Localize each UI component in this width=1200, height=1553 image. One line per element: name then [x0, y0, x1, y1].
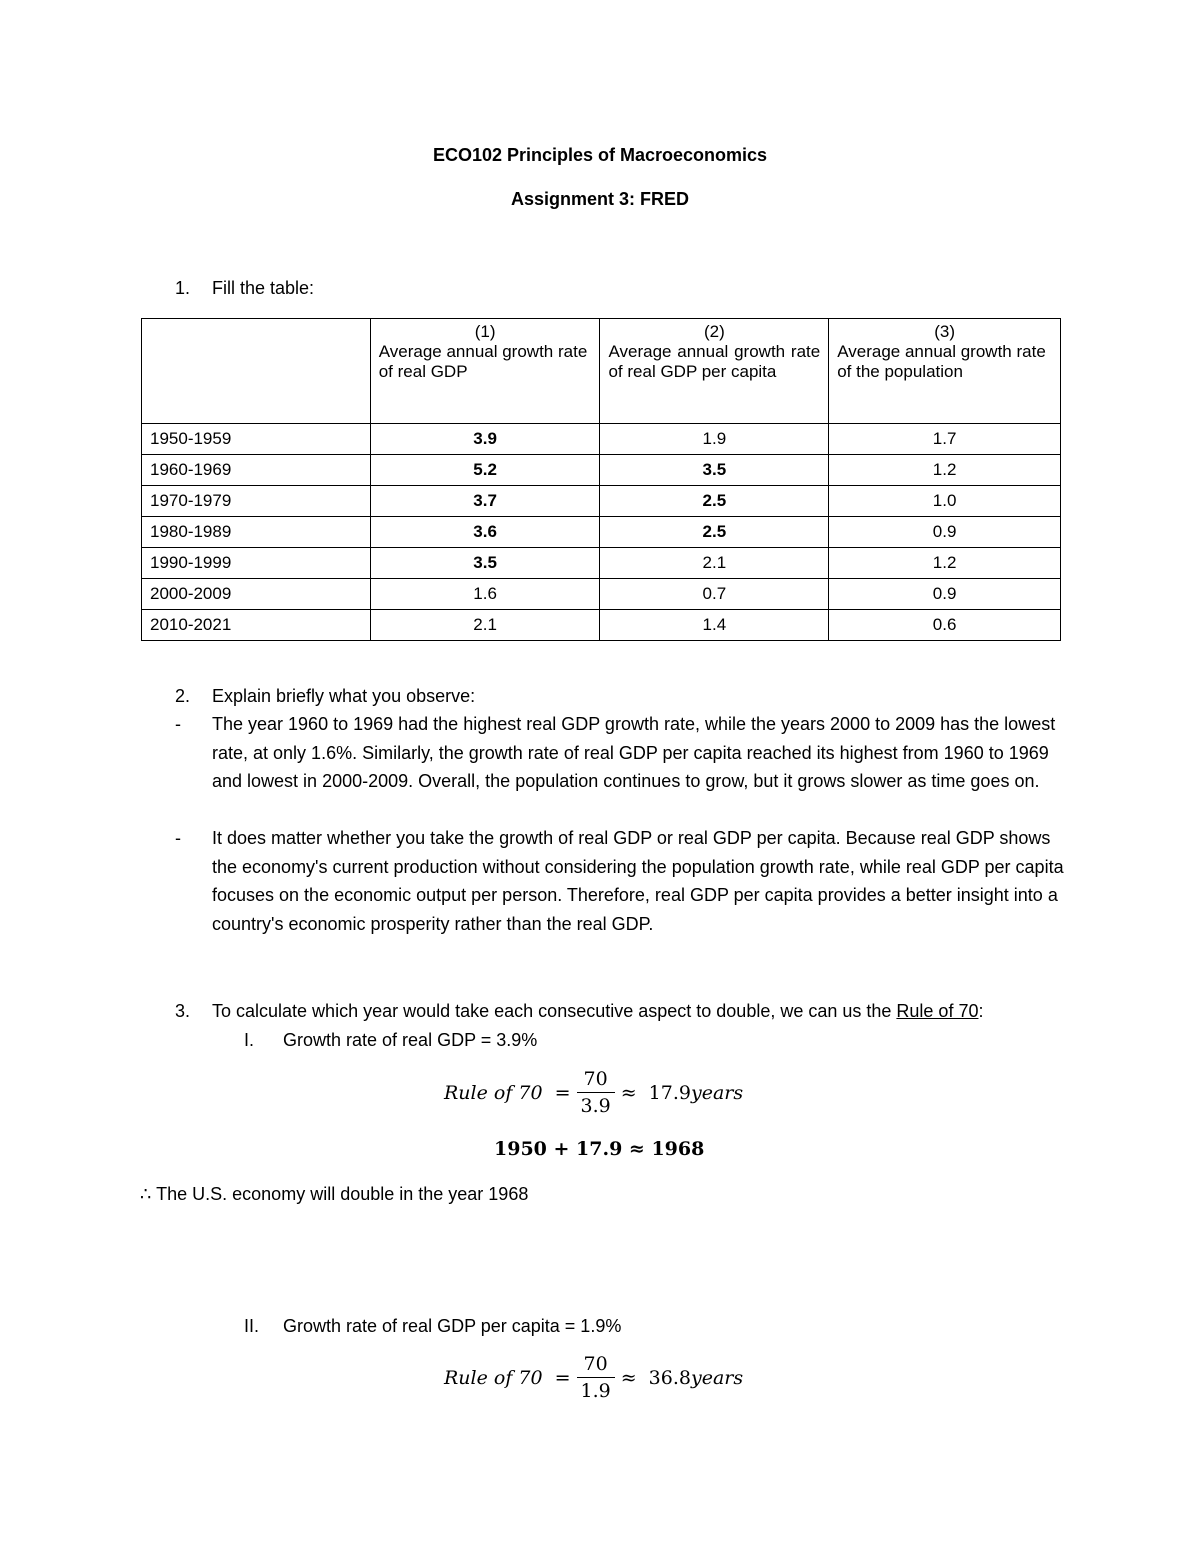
- table-row: [142, 424, 1061, 455]
- table-row: [142, 455, 1061, 486]
- year-equation: 1950 + 17.9 ≈ 1968: [494, 1138, 705, 1160]
- gdp-cell: 3.7: [370, 486, 600, 517]
- equation-lhs: Rule of 70: [444, 1081, 543, 1104]
- bullet-marker: -: [175, 714, 181, 734]
- question-3-text: [212, 1001, 983, 1022]
- observation-paragraph-1: The year 1960 to 1969 had the highest real GDP growth rate, while the years 2000 to 2009 has the lowest rate, at only 1.6%. Similarly, the growth rate of real GDP per capita reached its highest from 1960 to 1969 and lowest in 2000-2009. Overall, the population continues to grow, but it grows slower as time goes on.: [212, 714, 1056, 791]
- population-cell: 0.6: [829, 610, 1061, 641]
- question-1-number: 1.: [175, 278, 191, 298]
- question-3-text-before: To calculate which year would take each consecutive aspect to double, we can us the: [212, 1001, 897, 1021]
- population-cell: 0.9: [829, 579, 1061, 610]
- table-row: [142, 517, 1061, 548]
- population-cell: 1.2: [829, 455, 1061, 486]
- question-3-text-after: :: [978, 1001, 984, 1021]
- gdp-cell: 2.1: [370, 610, 600, 641]
- approx-symbol: ≈: [620, 1366, 637, 1389]
- table-row: [142, 486, 1061, 517]
- equation-result-unit: years: [690, 1366, 744, 1389]
- question-3-number: 3.: [175, 1001, 191, 1021]
- gdp-cell: 3.9: [370, 424, 600, 455]
- fraction-numerator: 70: [583, 1353, 608, 1375]
- part-1-text: Growth rate of real GDP = 3.9%: [283, 1030, 538, 1050]
- header-empty-cell: [142, 319, 371, 424]
- population-cell: 0.9: [829, 517, 1061, 548]
- observation-paragraph-2: It does matter whether you take the growth of real GDP or real GDP per capita. Because real GDP shows the economy's current production without considering the population growth rate, while real GDP per capita focuses on the economic output per person. Therefore, real GDP per capita provides a better insight into a country's economic prosperity rather than the real GDP.: [212, 828, 1064, 934]
- question-2-number: 2.: [175, 686, 191, 706]
- header-col-3-label: Average annual growth rate of the population: [837, 342, 1046, 381]
- fraction-denominator: 3.9: [577, 1092, 615, 1117]
- period-cell: 1970-1979: [142, 486, 371, 517]
- equation-equals: =: [554, 1081, 571, 1104]
- part-1-roman: I.: [244, 1030, 255, 1050]
- question-2-text: Explain briefly what you observe:: [212, 686, 476, 706]
- period-cell: 1980-1989: [142, 517, 371, 548]
- period-cell: 1950-1959: [142, 424, 371, 455]
- bullet-marker: -: [175, 828, 181, 848]
- rule-of-70-equation-2: [444, 1353, 743, 1402]
- equation-result-unit: years: [690, 1081, 744, 1104]
- fraction-denominator: 1.9: [577, 1377, 615, 1402]
- fraction-numerator: 70: [583, 1068, 608, 1090]
- table-header-row: [142, 319, 1061, 424]
- gdp-per-capita-cell: 3.5: [600, 455, 829, 486]
- equation-fraction: [577, 1353, 615, 1402]
- gdp-cell: 3.6: [370, 517, 600, 548]
- conclusion-text: ∴ The U.S. economy will double in the year 1968: [140, 1184, 529, 1204]
- rule-of-70-link[interactable]: Rule of 70: [896, 1001, 979, 1021]
- gdp-cell: 1.6: [370, 579, 600, 610]
- equation-fraction: [577, 1068, 615, 1117]
- period-cell: 2010-2021: [142, 610, 371, 641]
- header-col-2-label: Average annual growth rate of real GDP per capita: [608, 342, 821, 381]
- gdp-per-capita-cell: 1.9: [600, 424, 829, 455]
- table-row: [142, 548, 1061, 579]
- gdp-per-capita-cell: 1.4: [600, 610, 829, 641]
- approx-symbol: ≈: [620, 1081, 637, 1104]
- header-col-1: [370, 319, 600, 424]
- table-row: [142, 610, 1061, 641]
- header-col-1-number: (1): [474, 322, 496, 341]
- gdp-per-capita-cell: 2.1: [600, 548, 829, 579]
- part-2-text: Growth rate of real GDP per capita = 1.9%: [283, 1316, 622, 1336]
- question-1-text: Fill the table:: [212, 278, 315, 298]
- document-title: ECO102 Principles of Macroeconomics: [432, 145, 768, 165]
- growth-rate-table: [141, 318, 1061, 641]
- header-col-2-number: (2): [703, 322, 725, 341]
- document-subtitle: Assignment 3: FRED: [510, 189, 690, 209]
- gdp-per-capita-cell: 2.5: [600, 517, 829, 548]
- period-cell: 1960-1969: [142, 455, 371, 486]
- equation-result: 36.8: [648, 1366, 691, 1389]
- rule-of-70-equation-1: [444, 1068, 743, 1117]
- equation-lhs: Rule of 70: [444, 1366, 543, 1389]
- gdp-cell: 3.5: [370, 548, 600, 579]
- equation-equals: =: [554, 1366, 571, 1389]
- part-2-roman: II.: [244, 1316, 260, 1336]
- header-col-2: [600, 319, 829, 424]
- header-col-1-label: Average annual growth rate of real GDP: [378, 342, 588, 381]
- gdp-cell: 5.2: [370, 455, 600, 486]
- gdp-per-capita-cell: 0.7: [600, 579, 829, 610]
- table-row: [142, 579, 1061, 610]
- equation-result: 17.9: [648, 1081, 691, 1104]
- header-col-3-number: (3): [934, 322, 955, 341]
- population-cell: 1.0: [829, 486, 1061, 517]
- population-cell: 1.2: [829, 548, 1061, 579]
- gdp-per-capita-cell: 2.5: [600, 486, 829, 517]
- header-col-3: [829, 319, 1061, 424]
- period-cell: 2000-2009: [142, 579, 371, 610]
- population-cell: 1.7: [829, 424, 1061, 455]
- period-cell: 1990-1999: [142, 548, 371, 579]
